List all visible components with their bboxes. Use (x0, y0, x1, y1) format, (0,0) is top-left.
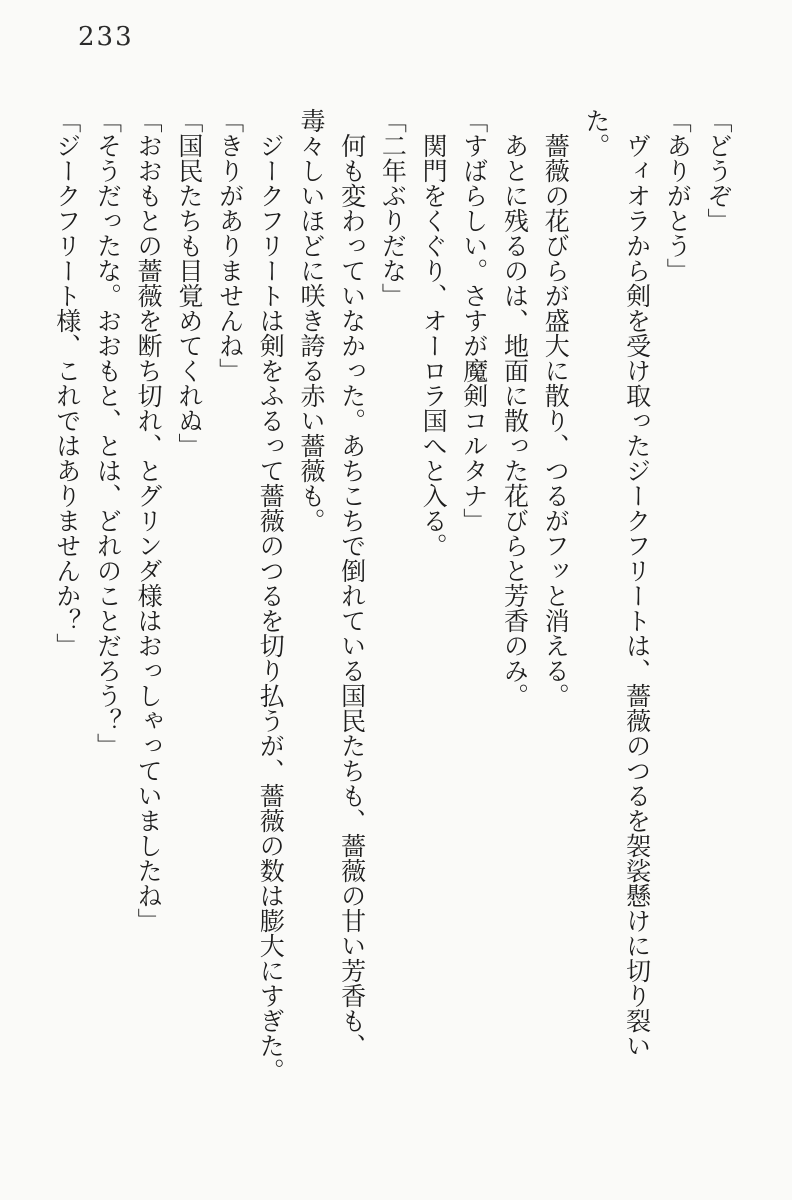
paragraph: あとに残るのは、地面に散った花びらと芳香のみ。 (500, 133, 530, 708)
paragraph: 「国民たちも目覚めてくれぬ」 (174, 108, 204, 458)
paragraph: ヴィオラから剣を受け取ったジークフリートは、薔薇のつるを袈裟懸けに切り裂いた。 (581, 108, 652, 1058)
paragraph: 「ジークフリート様、これではありませんか？」 (52, 108, 82, 658)
paragraph: 「ありがとう」 (663, 108, 693, 283)
paragraph: 薔薇の花びらが盛大に散り、つるがフッと消える。 (541, 133, 571, 708)
vertical-text-block (46, 108, 738, 1083)
paragraph: 「きりがありませんね」 (215, 108, 245, 383)
paragraph: 「そうだったな。おおもと、とは、どれのことだろう？」 (93, 108, 123, 758)
paragraph: 「二年ぶりだな」 (378, 108, 408, 308)
paragraph: 関門をくぐり、オーロラ国へと入る。 (419, 133, 449, 558)
paragraph: 「すばらしい。さすが魔剣コルタナ」 (459, 108, 489, 533)
paragraph: 何も変わっていなかった。あちこちで倒れている国民たちも、薔薇の甘い芳香も、毒々しいほどに咲き誇る赤い薔薇も。 (296, 108, 367, 1058)
page-number: 233 (78, 22, 134, 52)
paragraph: 「おおもとの薔薇を断ち切れ、とグリンダ様はおっしゃっていましたね」 (134, 108, 164, 933)
paragraph: 「どうぞ」 (704, 108, 733, 233)
paragraph: ジークフリートは剣をふるって薔薇のつるを切り払うが、薔薇の数は膨大にすぎた。 (256, 133, 286, 1083)
